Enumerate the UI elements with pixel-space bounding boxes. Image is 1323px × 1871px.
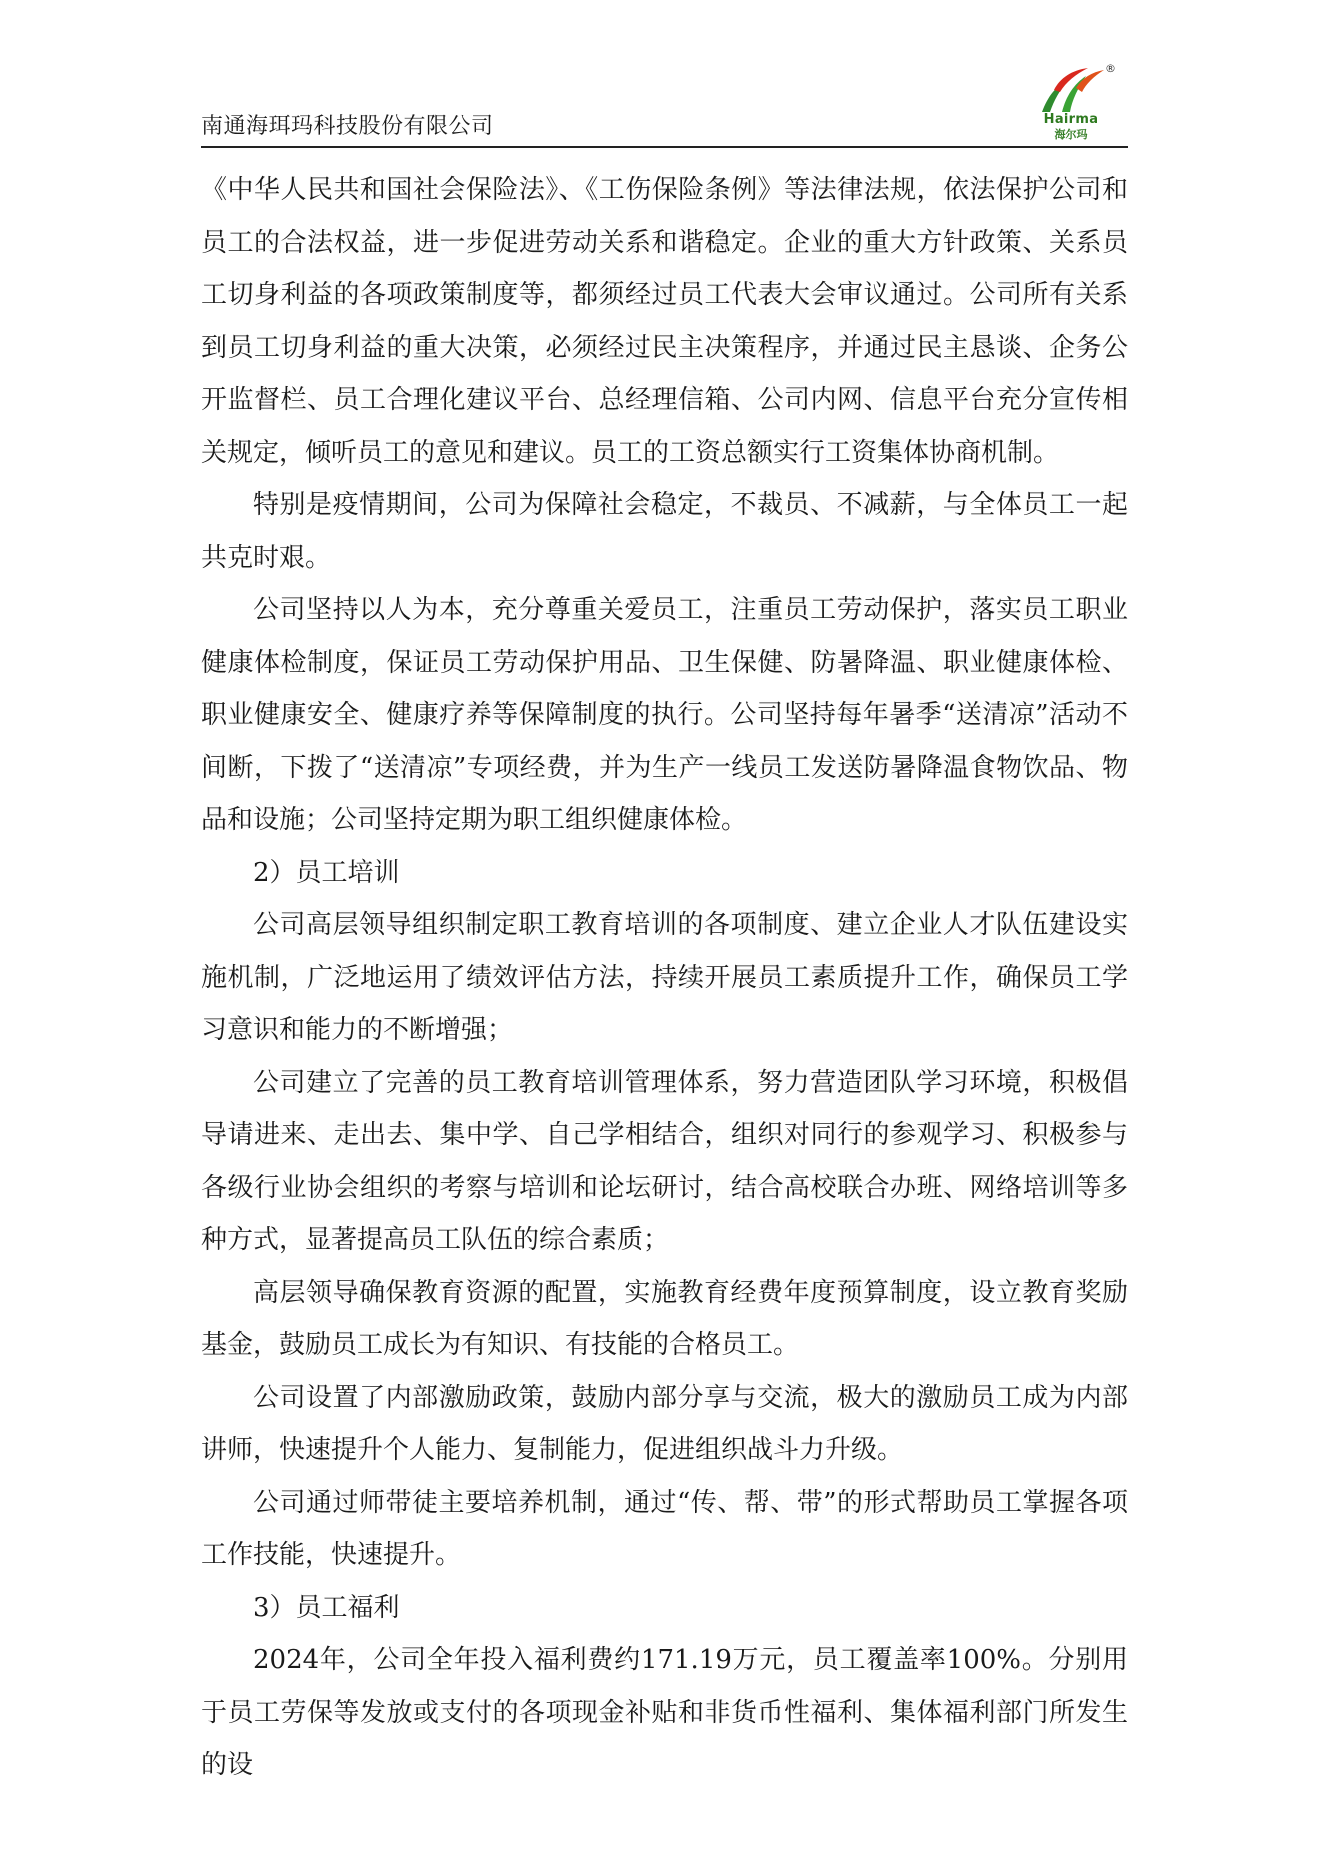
paragraph-pandemic: 特别是疫情期间，公司为保障社会稳定，不裁员、不减薪，与全体员工一起共克时艰。 <box>201 490 1128 573</box>
section-heading-training: 2）员工培训 <box>253 857 400 888</box>
paragraph-training-management: 公司建立了完善的员工教育培训管理体系，努力营造团队学习环境，积极倡导请进来、走出去、集中学、自己学相结合，组织对同行的参观学习、积极参与各级行业协会组织的考察与培训和论坛研讨，结合高校联合办班、网络培训等多种方式，显著提高员工队伍的综合素质； <box>201 1067 1128 1255</box>
body-text <box>201 164 1128 1792</box>
company-name: 南通海珥玛科技股份有限公司 <box>201 114 494 139</box>
paragraph-welfare-spending: 2024年，公司全年投入福利费约171.19万元，员工覆盖率100%。分别用于员工劳保等发放或支付的各项现金补贴和非货币性福利、集体福利部门所发生的设 <box>201 1645 1128 1780</box>
paragraph-labor-rights: 《中华人民共和国社会保险法》、《工伤保险条例》等法律法规，依法保护公司和员工的合法权益，进一步促进劳动关系和谐稳定。企业的重大方针政策、关系员工切身利益的各项政策制度等，都须经过员工代表大会审议通过。公司所有关系到员工切身利益的重大决策，必须经过民主决策程序，并通过民主恳谈、企务公开监督栏、员工合理化建议平台、总经理信箱、公司内网、信息平台充分宣传相关规定，倾听员工的意见和建议。员工的工资总额实行工资集体协商机制。 <box>201 175 1128 468</box>
page-header <box>201 60 1128 148</box>
hairma-logo <box>1036 62 1116 142</box>
paragraph-internal-incentives: 公司设置了内部激励政策，鼓励内部分享与交流，极大的激励员工成为内部讲师，快速提升个人能力、复制能力，促进组织战斗力升级。 <box>201 1382 1128 1465</box>
paragraph-mentorship: 公司通过师带徒主要培养机制，通过“传、帮、带”的形式帮助员工掌握各项工作技能，快速提升。 <box>201 1487 1128 1570</box>
paragraph-training-system: 公司高层领导组织制定职工教育培训的各项制度、建立企业人才队伍建设实施机制，广泛地运用了绩效评估方法，持续开展员工素质提升工作，确保员工学习意识和能力的不断增强； <box>201 910 1128 1045</box>
paragraph-education-funding: 高层领导确保教育资源的配置，实施教育经费年度预算制度，设立教育奖励基金，鼓励员工成长为有知识、有技能的合格员工。 <box>201 1277 1128 1360</box>
section-heading-welfare: 3）员工福利 <box>253 1592 400 1623</box>
logo-wordmark-cn: 海尔玛 <box>1054 128 1088 141</box>
hairma-leaf-icon <box>1036 66 1106 116</box>
registered-mark: ® <box>1105 62 1116 75</box>
paragraph-health-protection: 公司坚持以人为本，充分尊重关爱员工，注重员工劳动保护，落实员工职业健康体检制度，保证员工劳动保护用品、卫生保健、防暑降温、职业健康体检、职业健康安全、健康疗养等保障制度的执行。公司坚持每年暑季“送清凉”活动不间断，下拨了“送清凉”专项经费，并为生产一线员工发送防暑降温食物饮品、物品和设施；公司坚持定期为职工组织健康体检。 <box>201 595 1128 835</box>
logo-wordmark-en: Hairma <box>1043 112 1099 127</box>
